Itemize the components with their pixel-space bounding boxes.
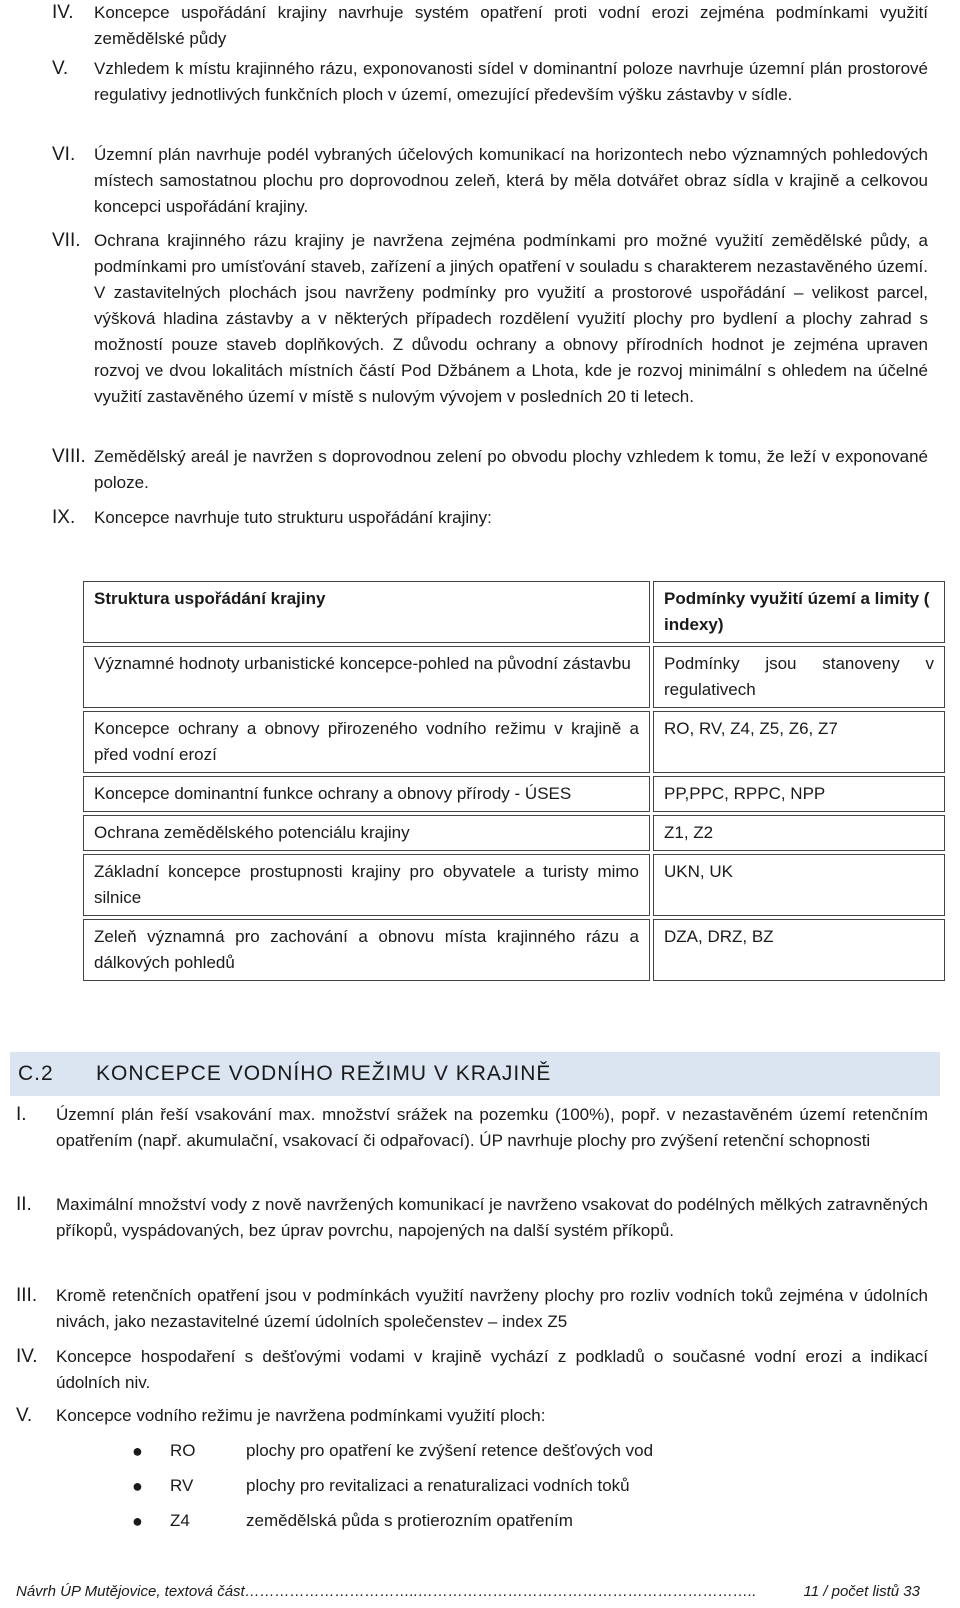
list-text: Zemědělský areál je navržen s doprovodnou zelení po obvodu plochy vzhledem k tomu, že leží v exponované poloze. — [94, 447, 928, 492]
bullet-icon: ● — [132, 1441, 143, 1461]
list-text: Územní plán navrhuje podél vybraných účelových komunikací na horizontech nebo významných pohledových místech samostatnou plochu pro doprovodnou zeleň, která by měla dotvářet obraz sídla v krajině a celkovou koncepci uspořádání krajiny. — [94, 145, 928, 216]
table-row — [83, 854, 945, 916]
table-row — [83, 646, 945, 708]
list-number: IV. — [52, 2, 74, 23]
table-header-conditions: Podmínky využití území a limity ( indexy) — [653, 581, 945, 643]
list-item — [16, 1403, 928, 1429]
list-text: Vzhledem k místu krajinného rázu, exponovanosti sídel v dominantní poloze navrhuje územní plán prostorové regulativy jednotlivých funkčních ploch v území, omezující především výšku zástavby v sídle. — [94, 59, 928, 104]
section-title: KONCEPCE VODNÍHO REŽIMU V KRAJINĚ — [96, 1062, 552, 1085]
list-number: V. — [16, 1405, 33, 1426]
footer-page-number: 11 / počet listů 33 — [803, 1583, 920, 1600]
bullet-code: Z4 — [170, 1511, 190, 1530]
list-text: Koncepce navrhuje tuto strukturu uspořádání krajiny: — [94, 508, 492, 527]
table-cell: Zeleň významná pro zachování a obnovu místa krajinného rázu a dálkových pohledů — [83, 919, 650, 981]
bullet-text: plochy pro opatření ke zvýšení retence dešťových vod — [246, 1441, 654, 1460]
list-number: VIII. — [52, 446, 86, 467]
table-cell: Podmínky jsou stanoveny v regulativech — [653, 646, 945, 708]
list-item — [16, 1283, 928, 1335]
footer-leader-dots: ……………………………..………………………………………………………….. — [244, 1583, 757, 1600]
table-cell: Významné hodnoty urbanistické koncepce-pohled na původní zástavbu — [83, 646, 650, 708]
table-row — [83, 776, 945, 812]
list-item — [52, 444, 928, 496]
bullet-text: plochy pro revitalizaci a renaturalizaci vodních toků — [246, 1476, 630, 1495]
table-header-row — [83, 581, 945, 643]
list-number: VII. — [52, 230, 81, 251]
table-cell: PP,PPC, RPPC, NPP — [653, 776, 945, 812]
table-row — [83, 815, 945, 851]
table-cell: DZA, DRZ, BZ — [653, 919, 945, 981]
list-text: Koncepce uspořádání krajiny navrhuje systém opatření proti vodní erozi zejména podmínkami využití zemědělské půdy — [94, 3, 928, 48]
list-number: IX. — [52, 507, 76, 528]
page-footer — [16, 1582, 920, 1602]
section-number: C.2 — [18, 1062, 54, 1085]
list-number: VI. — [52, 144, 76, 165]
bullet-icon: ● — [132, 1476, 143, 1496]
footer-document-title: Návrh ÚP Mutějovice, textová část — [16, 1583, 245, 1600]
bullet-icon: ● — [132, 1511, 143, 1531]
list-number: II. — [16, 1194, 32, 1215]
section-heading — [10, 1052, 940, 1096]
table-cell: Základní koncepce prostupnosti krajiny pro obyvatele a turisty mimo silnice — [83, 854, 650, 916]
list-number: III. — [16, 1285, 38, 1306]
table-cell: Z1, Z2 — [653, 815, 945, 851]
table-cell: Koncepce dominantní funkce ochrany a obnovy přírody - ÚSES — [83, 776, 650, 812]
list-item — [52, 142, 928, 220]
list-text: Koncepce vodního režimu je navržena podmínkami využití ploch: — [56, 1406, 546, 1425]
list-text: Kromě retenčních opatření jsou v podmínkách využití navrženy plochy pro rozliv vodních toků zejména v údolních nivách, jako nezastavitelné území údolních společenstev – index Z5 — [56, 1286, 928, 1331]
list-item — [16, 1192, 928, 1244]
list-number: IV. — [16, 1346, 38, 1367]
table-row — [83, 919, 945, 981]
list-text: Maximální množství vody z nově navržených komunikací je navrženo vsakovat do podélných mělkých zatravněných příkopů, vyspádovaných, bez úprav povrchu, napojených na další systém příkopů. — [56, 1195, 928, 1240]
list-text: Ochrana krajinného rázu krajiny je navržena zejména podmínkami pro možné využití zemědělské půdy, a podmínkami pro umísťování staveb, zařízení a jiných opatření v souladu s charakterem nezastavěného území. V zastavitelných plochách jsou navrženy podmínky pro využití a prostorové uspořádání – velikost parcel, výšková hladina zástavby a v některých případech rozdělení využití plochy pro bydlení a plochy zahrad s možností pouze staveb doplňkových. Z důvodu ochrany a obnovy přírodních hodnot je zejména upraven rozvoj ve dvou lokalitách místních částí Pod Džbánem a Lhota, kde je rozvoj minimální s ohledem na účelné využití zastavěného území v místě s nulovým vývojem v posledních 20 ti letech. — [94, 231, 928, 406]
list-item — [52, 228, 928, 410]
bullet-text: zemědělská půda s protierozním opatřením — [246, 1511, 573, 1530]
list-number: V. — [52, 58, 69, 79]
table-cell: UKN, UK — [653, 854, 945, 916]
bullet-item — [132, 1438, 653, 1464]
bullet-code: RV — [170, 1476, 194, 1495]
list-item — [52, 56, 928, 108]
list-text: Koncepce hospodaření s dešťovými vodami v krajině vychází z podkladů o současné vodní erozi a indikací údolních niv. — [56, 1347, 928, 1392]
table-cell: Koncepce ochrany a obnovy přirozeného vodního režimu v krajině a před vodní erozí — [83, 711, 650, 773]
list-item — [16, 1102, 928, 1154]
list-number: I. — [16, 1104, 27, 1125]
list-text: Územní plán řeší vsakování max. množství srážek na pozemku (100%), popř. v nezastavěném území retenčním opatřením (např. akumulační, vsakovací či odpařovací). ÚP navrhuje plochy pro zvýšení retenční schopnosti — [56, 1105, 928, 1150]
bullet-item — [132, 1473, 630, 1499]
table-cell: RO, RV, Z4, Z5, Z6, Z7 — [653, 711, 945, 773]
table-cell: Ochrana zemědělského potenciálu krajiny — [83, 815, 650, 851]
list-item — [16, 1344, 928, 1396]
list-item — [52, 505, 928, 531]
table-header-structure: Struktura uspořádání krajiny — [83, 581, 650, 643]
bullet-code: RO — [170, 1441, 196, 1460]
bullet-item — [132, 1508, 573, 1534]
list-item — [52, 0, 928, 52]
table-row — [83, 711, 945, 773]
landscape-structure-table — [80, 578, 948, 984]
